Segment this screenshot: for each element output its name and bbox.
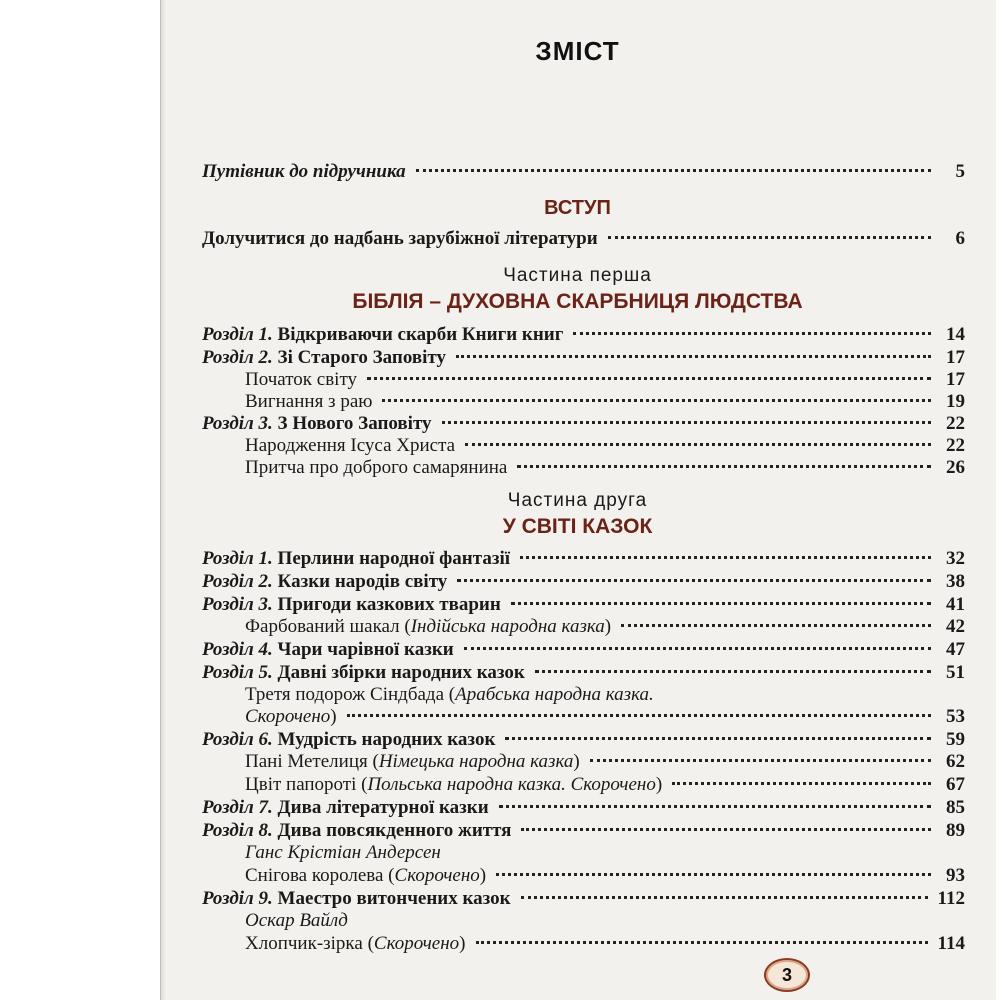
chapter-prefix: Розділ 9.: [202, 888, 273, 909]
dot-leader: [590, 759, 931, 762]
entry-title: Маестро витончених казок: [277, 888, 511, 909]
dot-leader: [416, 169, 931, 172]
chapter-prefix: Розділ 4.: [202, 639, 273, 660]
toc-entry-p2-r8a[interactable]: [245, 864, 965, 888]
dot-leader: [464, 647, 931, 650]
toc-entry-p2-r9a[interactable]: [245, 932, 965, 956]
page-number: 38: [946, 571, 965, 592]
dot-leader: [521, 828, 931, 831]
chapter-prefix: Розділ 5.: [202, 662, 273, 683]
section-heading-intro: ВСТУП: [544, 197, 611, 219]
dot-leader: [621, 624, 931, 627]
entry-title: Третя подорож Сіндбада (: [245, 684, 456, 705]
toc-entry-p1-r1[interactable]: [202, 323, 965, 347]
dot-leader: [457, 579, 931, 582]
page-number: 22: [946, 413, 965, 434]
dot-leader: [520, 556, 931, 559]
entry-title: Скорочено): [245, 706, 337, 727]
chapter-prefix: Розділ 1.: [202, 324, 273, 345]
section-heading-bible: БІБЛІЯ – ДУХОВНА СКАРБНИЦЯ ЛЮДСТВА: [352, 290, 803, 313]
entry-title: Початок світу: [245, 369, 357, 390]
page-number: 62: [946, 751, 965, 772]
toc-entry-p1-r2a[interactable]: [245, 368, 965, 392]
page-number: 22: [946, 435, 965, 456]
toc-entry-intro[interactable]: [202, 227, 965, 251]
page-number: 51: [946, 662, 965, 683]
toc-entry-p1-r3b[interactable]: [245, 456, 965, 480]
toc-entry-p2-r5[interactable]: [202, 661, 965, 685]
chapter-prefix: Розділ 3.: [202, 594, 273, 615]
toc-entry-p2-r9[interactable]: [202, 887, 965, 911]
entry-title: Мудрість народних казок: [277, 729, 496, 750]
dot-leader: [521, 896, 928, 899]
entry-title: З Нового Заповіту: [277, 413, 432, 434]
entry-title: Відкриваючи скарби Книги книг: [277, 324, 564, 345]
page-number: 112: [937, 888, 965, 909]
page-number: 17: [946, 347, 965, 368]
entry-title: Пригоди казкових тварин: [277, 594, 501, 615]
page-number: 26: [946, 457, 965, 478]
toc-content: [160, 0, 995, 1000]
dot-leader: [511, 602, 931, 605]
dot-leader: [465, 443, 931, 446]
entry-title: Перлини народної фантазії: [277, 548, 511, 569]
page-number: 32: [946, 548, 965, 569]
entry-title: Пані Метелиця (Німецька народна казка): [245, 751, 580, 772]
entry-title: Цвіт папороті (Польська народна казка. Скорочено): [245, 774, 663, 795]
toc-entry-p2-r8[interactable]: [202, 819, 965, 843]
dot-leader: [608, 236, 931, 239]
chapter-prefix: Розділ 2.: [202, 347, 273, 368]
page-number: 93: [946, 865, 965, 886]
toc-entry-p2-r6a[interactable]: [245, 750, 965, 774]
entry-title: Зі Старого Заповіту: [277, 347, 446, 368]
entry-title: Казки народів світу: [277, 571, 448, 592]
entry-title: Чари чарівної казки: [277, 639, 454, 660]
chapter-prefix: Розділ 8.: [202, 820, 273, 841]
page-number: 47: [946, 639, 965, 660]
entry-title: Народження Ісуса Христа: [245, 435, 456, 456]
dot-leader: [517, 465, 931, 468]
part-label-1: Частина перша: [503, 265, 652, 286]
page-number: 67: [946, 774, 965, 795]
toc-entry-p1-r2b[interactable]: [245, 390, 965, 414]
part-label-2: Частина друга: [507, 490, 648, 511]
page-number: 114: [937, 933, 965, 954]
entry-title: Путівник до підручника: [202, 161, 406, 182]
toc-entry-p2-r6b[interactable]: [245, 773, 965, 797]
toc-entry-p2-r1[interactable]: [202, 547, 965, 571]
toc-title: ЗМІСТ: [535, 36, 620, 66]
page-number: 14: [946, 324, 965, 345]
page-number: 85: [946, 797, 965, 818]
author-wilde: Оскар Вайлд: [245, 910, 348, 931]
page-number-badge: 3: [764, 958, 810, 992]
dot-leader: [535, 670, 931, 673]
page-number: 53: [946, 706, 965, 727]
entry-title: Вигнання з раю: [245, 391, 373, 412]
dot-leader: [499, 805, 931, 808]
dot-leader: [496, 873, 931, 876]
chapter-prefix: Розділ 7.: [202, 797, 273, 818]
toc-entry-p1-r3[interactable]: [202, 412, 965, 436]
toc-entry-p2-r5a-line2[interactable]: [245, 705, 965, 729]
entry-title: Фарбований шакал (Індійська народна казка): [245, 616, 612, 637]
chapter-prefix: Розділ 3.: [202, 413, 273, 434]
entry-title: Давні збірки народних казок: [277, 662, 525, 683]
dot-leader: [505, 737, 931, 740]
page-number: 19: [946, 391, 965, 412]
dot-leader: [442, 421, 931, 424]
dot-leader: [672, 782, 931, 785]
dot-leader: [456, 355, 931, 358]
toc-entry-guide[interactable]: [202, 160, 965, 184]
entry-title: Дива літературної казки: [277, 797, 489, 818]
dot-leader: [347, 714, 931, 717]
chapter-prefix: Розділ 2.: [202, 571, 273, 592]
page-number: 5: [955, 161, 965, 182]
page-number: 41: [946, 594, 965, 615]
toc-entry-p1-r3a[interactable]: [245, 434, 965, 458]
page-number: 17: [946, 369, 965, 390]
entry-title: Притча про доброго самарянина: [245, 457, 508, 478]
page-number: 89: [946, 820, 965, 841]
entry-title: Снігова королева (Скорочено): [245, 865, 487, 886]
page-number: 42: [946, 616, 965, 637]
entry-title: Долучитися до надбань зарубіжної літератури: [202, 228, 598, 249]
page-number: 6: [955, 228, 965, 249]
author-andersen: Ганс Крістіан Андерсен: [245, 842, 441, 863]
toc-entry-p1-r2[interactable]: [202, 346, 965, 370]
toc-entry-p2-r6[interactable]: [202, 728, 965, 752]
toc-entry-p2-r7[interactable]: [202, 796, 965, 820]
dot-leader: [367, 377, 931, 380]
toc-entry-p2-r3a[interactable]: [245, 615, 965, 639]
toc-entry-p2-r5a-line1[interactable]: [245, 683, 654, 707]
chapter-prefix: Розділ 6.: [202, 729, 273, 750]
toc-entry-p2-r2[interactable]: [202, 570, 965, 594]
chapter-prefix: Розділ 1.: [202, 548, 273, 569]
page-number: 59: [946, 729, 965, 750]
section-heading-fairy-tales: У СВІТІ КАЗОК: [502, 515, 653, 538]
entry-title: Хлопчик-зірка (Скорочено): [245, 933, 466, 954]
entry-title: Дива повсякденного життя: [277, 820, 512, 841]
dot-leader: [382, 399, 931, 402]
entry-note: Арабська народна казка.: [455, 684, 654, 705]
toc-entry-p2-r4[interactable]: [202, 638, 965, 662]
dot-leader: [573, 332, 931, 335]
toc-entry-p2-r3[interactable]: [202, 593, 965, 617]
dot-leader: [476, 941, 928, 944]
